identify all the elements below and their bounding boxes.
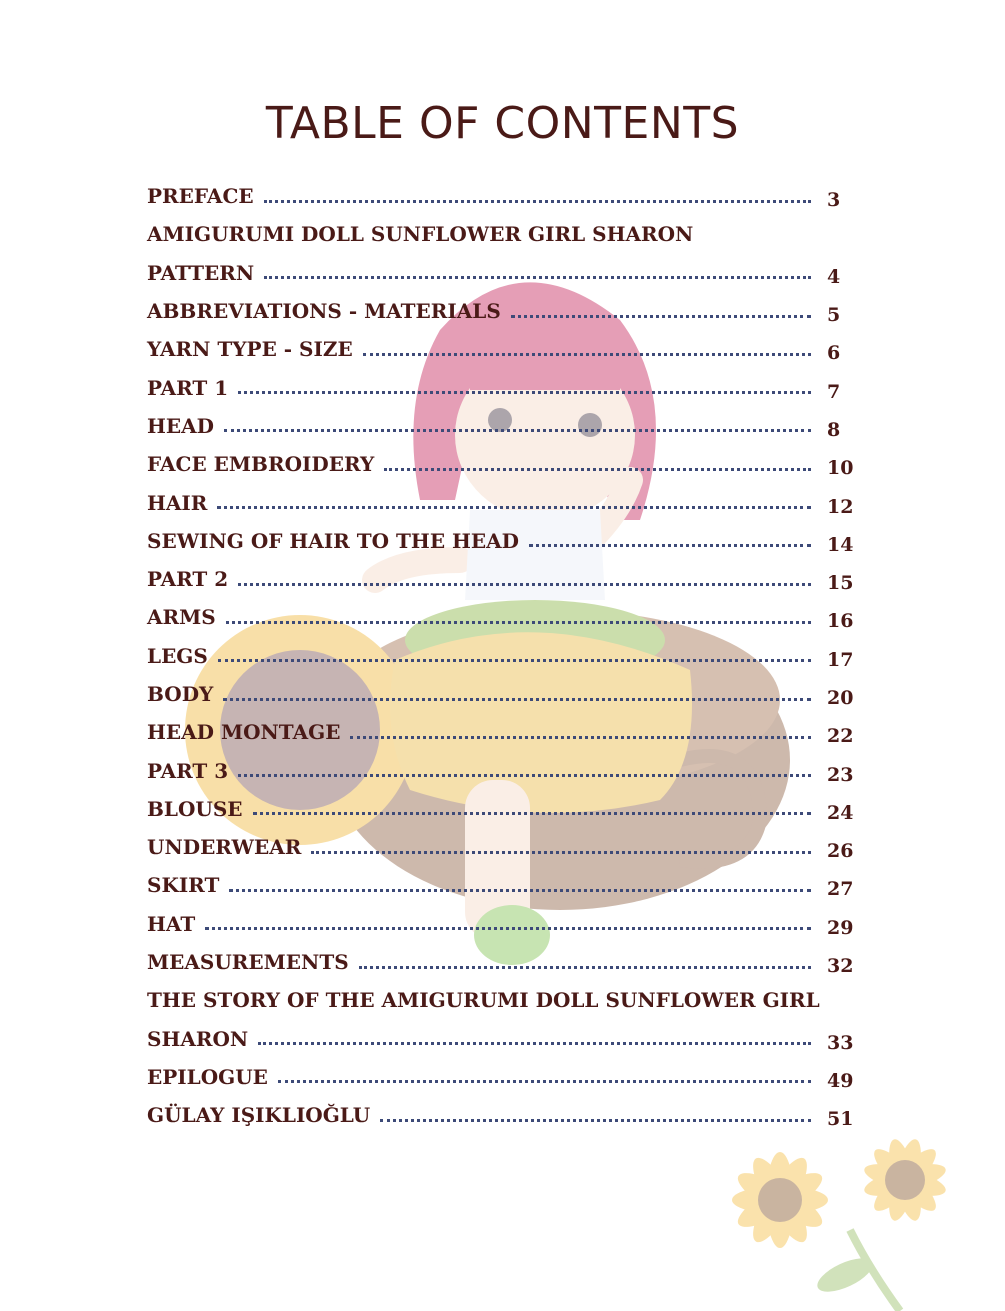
toc-entry <box>147 522 867 560</box>
toc-page-number: 12 <box>827 495 854 518</box>
toc-entry-title: SHARON <box>147 1026 249 1051</box>
toc-page-number: 15 <box>827 572 854 595</box>
toc-page-number: 4 <box>827 265 841 288</box>
dot-leader <box>226 621 811 624</box>
toc-entry <box>147 943 867 981</box>
toc-page-number: 5 <box>827 304 841 327</box>
toc-entry-title: ARMS <box>147 605 216 630</box>
dot-leader <box>253 812 811 815</box>
dot-leader <box>264 200 811 203</box>
toc-page-number: 7 <box>827 380 841 403</box>
toc-page-number: 26 <box>827 840 854 863</box>
dot-leader <box>258 1042 811 1045</box>
toc-page-number: 23 <box>827 763 854 786</box>
toc-entry-title: AMIGURUMI DOLL SUNFLOWER GIRL SHARON <box>147 222 694 247</box>
toc-entry <box>147 713 867 751</box>
toc-entry <box>147 790 867 828</box>
toc-page-number: 29 <box>827 916 854 939</box>
table-of-contents <box>147 177 867 1134</box>
toc-page-number: 24 <box>827 801 854 824</box>
toc-entry <box>147 560 867 598</box>
toc-page-number: 6 <box>827 342 841 365</box>
toc-page-number: 17 <box>827 648 854 671</box>
toc-entry <box>147 215 867 253</box>
toc-page-number: 16 <box>827 610 854 633</box>
dot-leader <box>238 391 811 394</box>
toc-page-number: 20 <box>827 687 854 709</box>
toc-page-number: 22 <box>827 725 854 748</box>
toc-entry-title: PART 2 <box>147 567 229 592</box>
toc-entry <box>147 1096 867 1134</box>
toc-entry-title: THE STORY OF THE AMIGURUMI DOLL SUNFLOWER GIRL <box>147 988 820 1013</box>
toc-entry-title: PATTERN <box>147 260 255 285</box>
toc-page-number: 27 <box>827 878 854 901</box>
toc-entry <box>147 637 867 675</box>
toc-page-number: 32 <box>827 955 854 978</box>
toc-entry-title: GÜLAY IŞIKLIOĞLU <box>147 1103 371 1128</box>
toc-entry <box>147 177 867 215</box>
toc-page-number: 51 <box>827 1108 854 1131</box>
toc-entry-title: BLOUSE <box>147 796 243 821</box>
toc-entry-title: MEASUREMENTS <box>147 950 349 975</box>
toc-entry <box>147 292 867 330</box>
toc-entry-title: ABBREVIATIONS - MATERIALS <box>147 299 501 324</box>
toc-entry-title: PREFACE <box>147 184 254 209</box>
dot-leader <box>223 698 811 701</box>
dot-leader <box>511 315 811 318</box>
dot-leader <box>363 353 811 356</box>
toc-entry <box>147 407 867 445</box>
toc-page-number: 3 <box>827 189 841 212</box>
toc-entry-title: PART 3 <box>147 758 229 783</box>
toc-entry <box>147 1058 867 1096</box>
dot-leader <box>311 851 811 854</box>
dot-leader <box>217 506 811 509</box>
toc-entry <box>147 1020 867 1058</box>
toc-entry <box>147 254 867 292</box>
toc-entry <box>147 675 867 713</box>
toc-entry-title: PART 1 <box>147 375 229 400</box>
toc-page-number: 49 <box>827 1069 854 1092</box>
toc-entry-title: FACE EMBROIDERY <box>147 452 375 477</box>
toc-entry <box>147 905 867 943</box>
toc-entry <box>147 330 867 368</box>
toc-entry <box>147 598 867 636</box>
dot-leader <box>264 276 811 279</box>
toc-entry-title: BODY <box>147 682 214 706</box>
page-title: TABLE OF CONTENTS <box>265 98 740 149</box>
toc-page-number: 33 <box>827 1031 854 1054</box>
toc-entry <box>147 751 867 789</box>
toc-entry <box>147 981 867 1019</box>
toc-entry <box>147 866 867 904</box>
dot-leader <box>350 736 811 739</box>
toc-entry <box>147 368 867 406</box>
toc-entry-title: YARN TYPE - SIZE <box>147 337 353 362</box>
dot-leader <box>224 429 811 432</box>
dot-leader <box>218 659 811 662</box>
toc-page-number: 8 <box>827 418 841 441</box>
toc-entry-title: HAIR <box>147 490 208 515</box>
toc-entry-title: SEWING OF HAIR TO THE HEAD <box>147 528 520 553</box>
toc-page-number: 10 <box>827 457 854 480</box>
toc-page-number: 14 <box>827 533 854 556</box>
dot-leader <box>229 889 811 892</box>
dot-leader <box>238 774 811 777</box>
toc-entry-title: HEAD MONTAGE <box>147 720 341 745</box>
dot-leader <box>359 966 811 969</box>
toc-entry <box>147 483 867 521</box>
toc-entry <box>147 828 867 866</box>
toc-entry <box>147 445 867 483</box>
dot-leader <box>529 544 811 547</box>
toc-entry-title: LEGS <box>147 643 208 668</box>
toc-entry-title: HEAD <box>147 413 215 438</box>
dot-leader <box>238 583 811 586</box>
dot-leader <box>278 1080 811 1083</box>
dot-leader <box>205 927 811 930</box>
toc-entry-title: UNDERWEAR <box>147 835 302 860</box>
dot-leader <box>380 1119 811 1122</box>
toc-entry-title: EPILOGUE <box>147 1064 268 1089</box>
toc-entry-title: SKIRT <box>147 873 220 898</box>
toc-entry-title: HAT <box>147 911 196 936</box>
dot-leader <box>384 468 811 471</box>
